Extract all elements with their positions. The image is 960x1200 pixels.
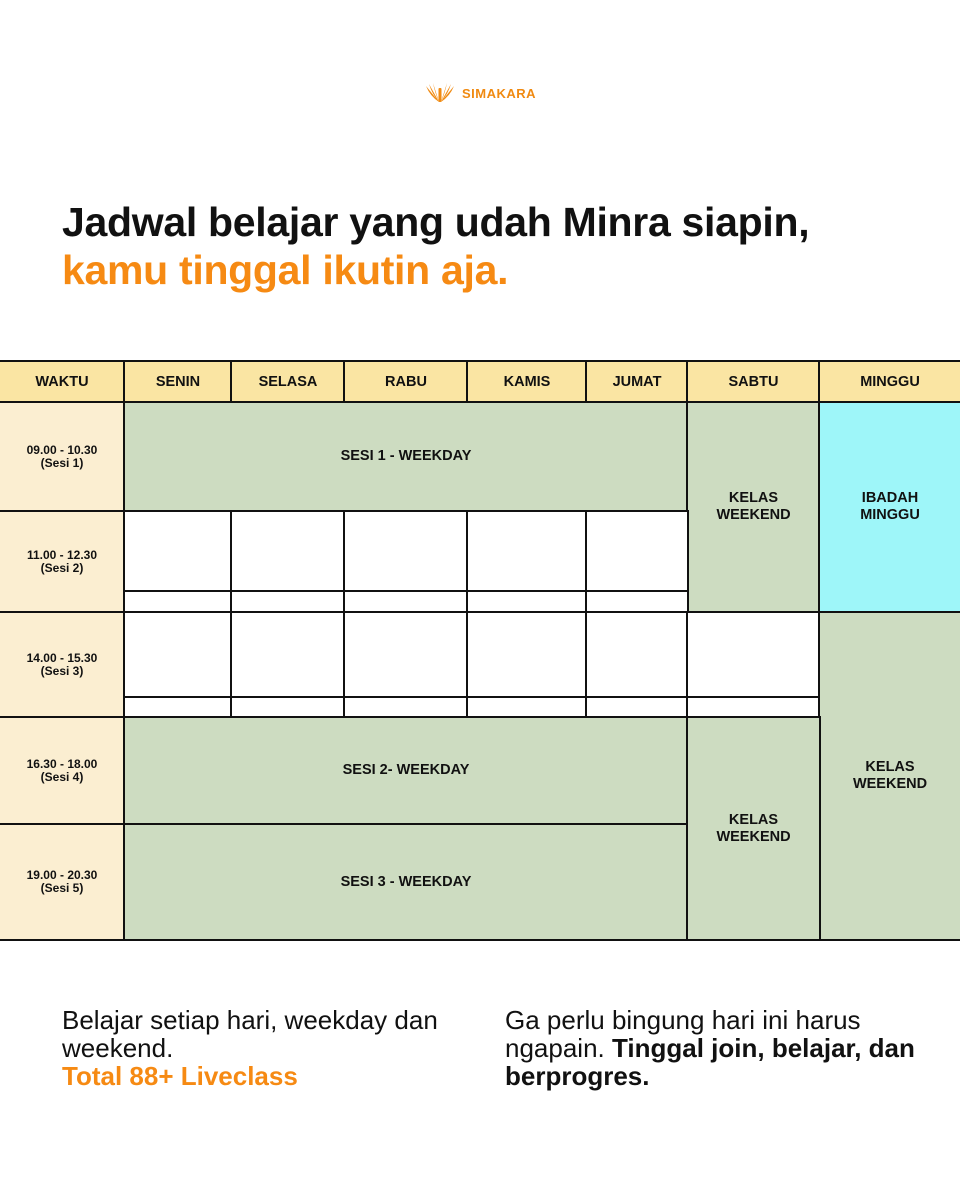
empty-slot xyxy=(343,510,469,592)
session-label: (Sesi 4) xyxy=(40,769,84,784)
empty-slot xyxy=(585,590,689,613)
empty-slot xyxy=(343,590,469,613)
empty-slot xyxy=(585,611,689,698)
sunday-weekend-class-block xyxy=(818,611,960,941)
empty-slot xyxy=(123,590,233,613)
time-range: 11.00 - 12.30 xyxy=(26,547,98,562)
empty-slot xyxy=(230,611,346,698)
session-label: (Sesi 5) xyxy=(40,881,84,895)
footer-left-body: Belajar setiap hari, weekday dan weekend. xyxy=(62,1005,438,1063)
brand-logo xyxy=(0,82,960,104)
wings-icon xyxy=(424,82,456,104)
time-range: 09.00 - 10.30 xyxy=(26,442,98,457)
page-headline xyxy=(62,198,809,294)
block-line: KELAS xyxy=(728,490,779,506)
saturday-weekend-class-morning xyxy=(686,401,821,613)
time-slot-1 xyxy=(0,401,126,512)
block-line: KELAS xyxy=(865,759,915,775)
empty-slot xyxy=(585,696,689,718)
footer-right-emphasis: Tinggal join, belajar, dan berprogres. xyxy=(505,1033,915,1091)
block-line: IBADAH xyxy=(861,490,919,506)
empty-slot xyxy=(466,696,588,718)
empty-slot xyxy=(123,696,233,718)
empty-slot xyxy=(343,696,469,718)
empty-slot xyxy=(123,510,233,592)
empty-slot xyxy=(466,510,588,592)
header-rabu: RABU xyxy=(343,360,469,403)
empty-slot xyxy=(686,611,821,698)
liveclass-total: Total 88+ Liveclass xyxy=(62,1061,298,1091)
session-label: (Sesi 3) xyxy=(40,663,84,678)
time-slot-2 xyxy=(0,510,126,613)
footer-right-text xyxy=(505,1006,925,1090)
time-range: 16.30 - 18.00 xyxy=(26,756,98,771)
session-2-weekday-block: SESI 2- WEEKDAY xyxy=(123,716,689,825)
session-3-weekday-block: SESI 3 - WEEKDAY xyxy=(123,823,689,941)
session-label: (Sesi 2) xyxy=(40,560,84,575)
empty-slot xyxy=(466,590,588,613)
time-slot-4 xyxy=(0,716,126,825)
time-range: 19.00 - 20.30 xyxy=(26,868,98,882)
empty-slot xyxy=(230,510,346,592)
time-slot-5 xyxy=(0,823,126,941)
header-jumat: JUMAT xyxy=(585,360,689,403)
block-line: WEEKEND xyxy=(852,776,928,792)
sunday-worship-block xyxy=(818,401,960,613)
empty-slot xyxy=(343,611,469,698)
block-line: WEEKEND xyxy=(716,507,791,523)
block-line: MINGGU xyxy=(860,507,920,523)
empty-slot xyxy=(585,510,689,592)
empty-slot xyxy=(230,696,346,718)
brand-name: SIMAKARA xyxy=(461,85,537,101)
header-waktu: WAKTU xyxy=(0,360,126,403)
headline-line-1: Jadwal belajar yang udah Minra siapin, xyxy=(62,199,810,245)
saturday-weekend-class-evening xyxy=(686,716,821,941)
time-range: 14.00 - 15.30 xyxy=(26,650,98,665)
header-kamis: KAMIS xyxy=(466,360,588,403)
empty-slot xyxy=(123,611,233,698)
block-line: KELAS xyxy=(728,811,779,828)
footer-right-body: Ga perlu bingung hari ini harus ngapain. xyxy=(505,1005,861,1063)
time-slot-3 xyxy=(0,611,126,718)
session-label: (Sesi 1) xyxy=(40,455,84,470)
header-sabtu: SABTU xyxy=(686,360,821,403)
empty-slot xyxy=(466,611,588,698)
header-minggu: MINGGU xyxy=(818,360,960,403)
header-senin: SENIN xyxy=(123,360,233,403)
block-line: WEEKEND xyxy=(716,828,791,845)
empty-slot xyxy=(230,590,346,613)
header-selasa: SELASA xyxy=(230,360,346,403)
headline-line-2: kamu tinggal ikutin aja. xyxy=(62,247,509,293)
session-1-weekday-block: SESI 1 - WEEKDAY xyxy=(123,401,689,512)
footer-left-text xyxy=(62,1006,462,1090)
empty-slot xyxy=(686,696,821,718)
schedule-table xyxy=(0,360,960,941)
